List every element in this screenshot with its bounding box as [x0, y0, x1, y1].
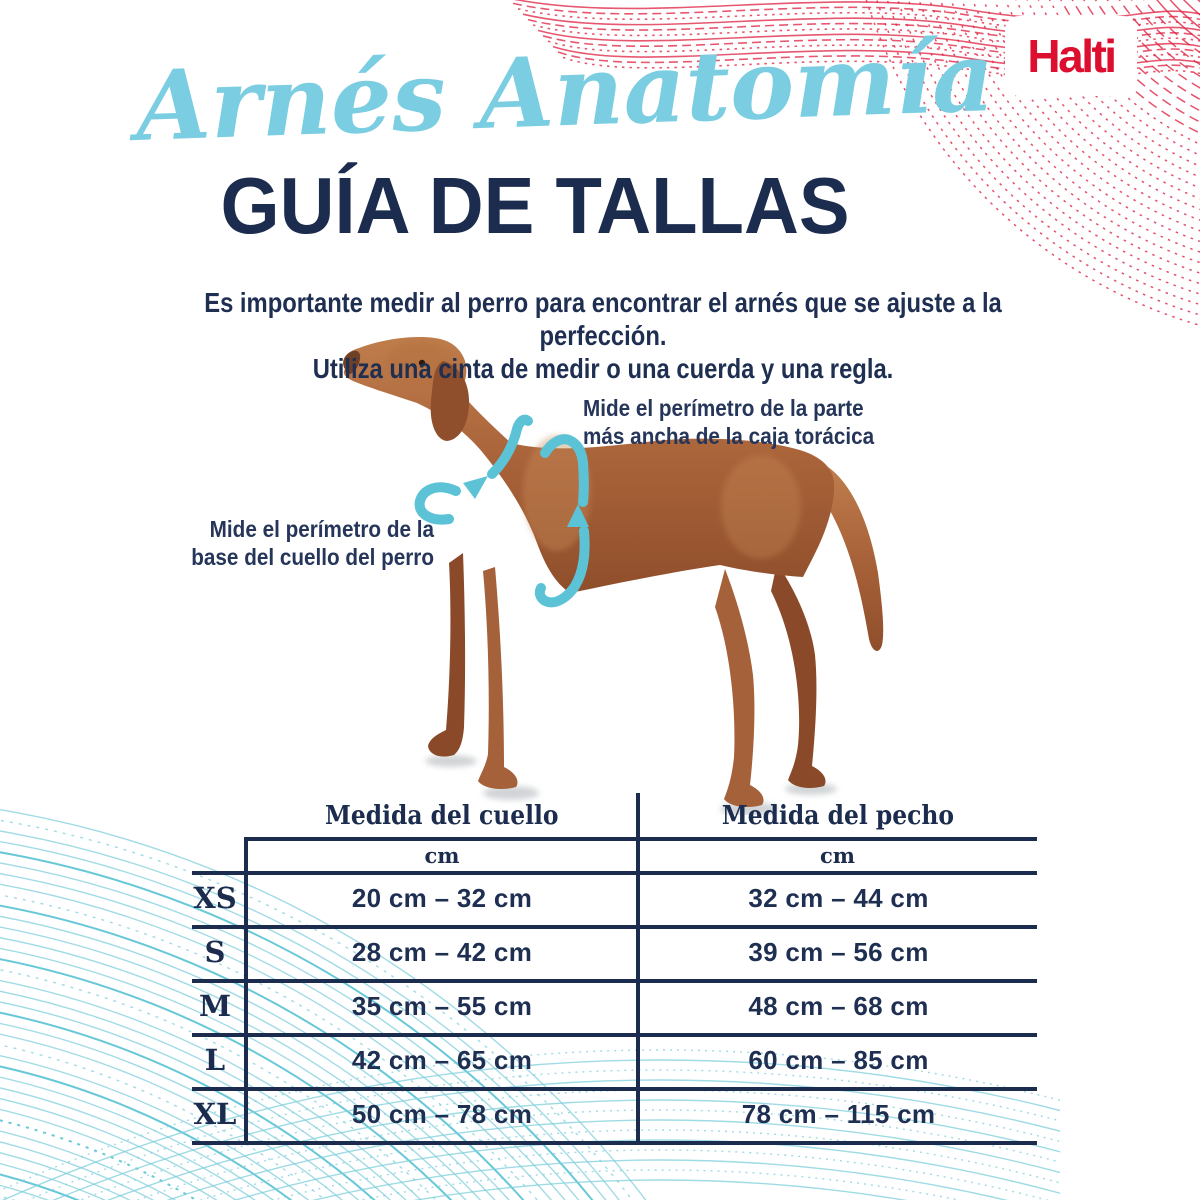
size-cell: M [198, 989, 232, 1023]
size-cell: XL [193, 1097, 237, 1131]
table-divider [246, 837, 1037, 841]
chest-note-line-2: más ancha de la caja torácica [583, 423, 875, 449]
halti-logo-text: Halti [1027, 30, 1115, 82]
chest-range-cell: 32 cm – 44 cm [748, 882, 929, 913]
neck-note-line-2: base del cuello del perro [191, 544, 434, 570]
halti-logo [1005, 16, 1137, 96]
column-header-chest: Medida del pecho [721, 801, 954, 831]
chest-range-cell: 39 cm – 56 cm [748, 936, 929, 967]
dog-near-legs [478, 567, 764, 807]
unit-label-chest: cm [819, 842, 855, 868]
chest-measure-note [583, 394, 880, 450]
page-title: GUÍA DE TALLAS [220, 161, 850, 250]
intro-text [175, 286, 1030, 385]
size-cell: L [204, 1043, 226, 1077]
neck-range-cell: 20 cm – 32 cm [351, 882, 533, 913]
table-divider [192, 1141, 1037, 1145]
column-header-neck: Medida del cuello [325, 801, 559, 831]
neck-range-cell: 42 cm – 65 cm [351, 1044, 533, 1075]
chest-range-cell: 60 cm – 85 cm [748, 1044, 929, 1075]
chest-range-cell: 78 cm – 115 cm [741, 1098, 936, 1129]
size-cell: S [204, 935, 226, 969]
size-cell: XS [193, 881, 237, 915]
chest-note-line-1: Mide el perímetro de la parte [583, 395, 864, 421]
unit-label-neck: cm [424, 842, 460, 868]
chest-range-cell: 48 cm – 68 cm [748, 990, 929, 1021]
neck-range-cell: 35 cm – 55 cm [351, 990, 533, 1021]
neck-note-line-1: Mide el perímetro de la [209, 516, 434, 542]
neck-range-cell: 28 cm – 42 cm [351, 936, 533, 967]
script-title: Arnés Anatomía [134, 20, 996, 163]
neck-range-cell: 50 cm – 78 cm [351, 1098, 533, 1129]
intro-line-1: Es importante medir al perro para encontrar el arnés que se ajuste a la perfección. [204, 287, 1002, 351]
neck-measure-note [178, 515, 434, 571]
intro-line-2: Utiliza una cinta de medir o una cuerda y una regla. [312, 353, 894, 384]
